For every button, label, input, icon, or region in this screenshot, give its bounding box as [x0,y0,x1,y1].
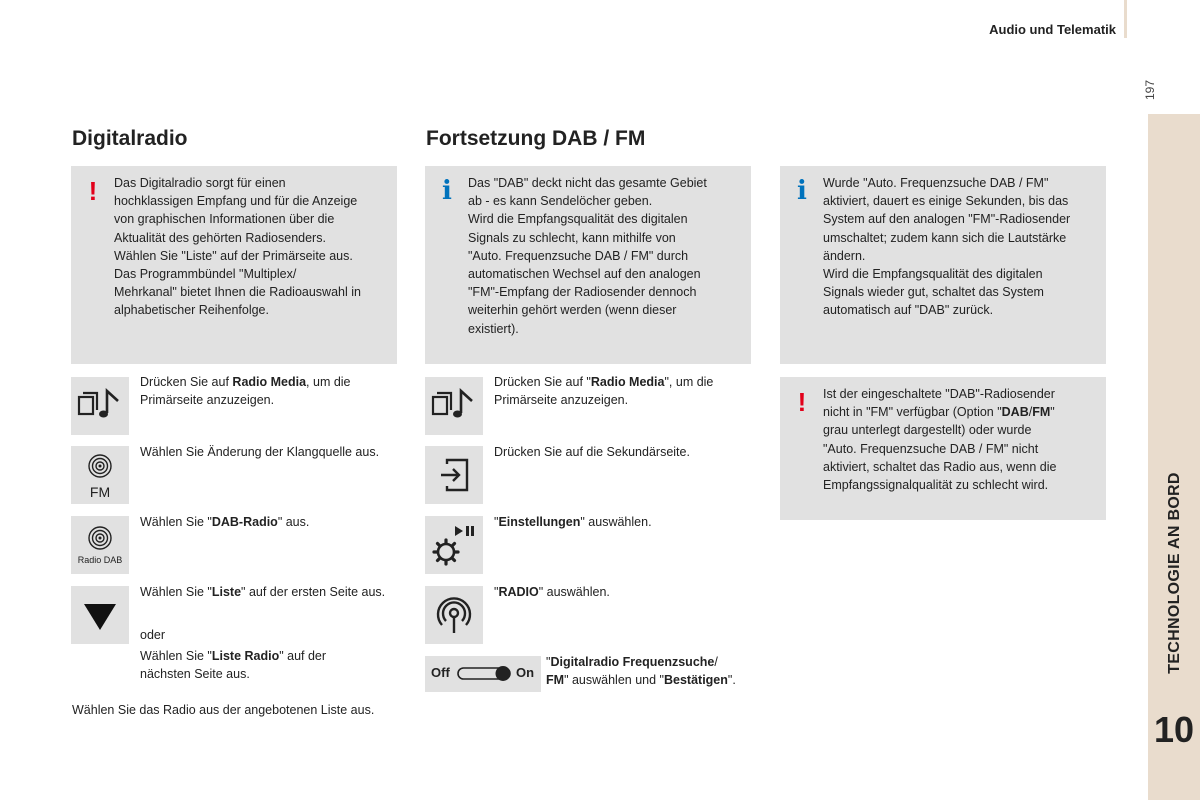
radio-media-button-tile [71,377,129,435]
step-4-text: Wählen Sie "Liste" auf der ersten Seite aus. [140,585,386,599]
step-1-text: Drücken Sie auf Radio Media, um die Primärseite anzuzeigen. [140,375,351,408]
step-b1-text: Drücken Sie auf "Radio Media", um die Primärseite anzuzeigen. [494,375,714,408]
list-button-tile [71,586,129,644]
fm-source-tile [71,446,129,504]
radio-signal-icon [425,586,483,644]
warning-note-box [71,166,397,364]
header-rule [1124,0,1127,38]
page-header-title: Audio und Telematik [989,22,1116,37]
step-b2-text: Drücken Sie auf die Sekundärseite. [494,445,690,459]
step-3-text: Wählen Sie "DAB-Radio" aus. [140,515,310,529]
or-text: oder [140,628,166,642]
step-2-text: Wählen Sie Änderung der Klangquelle aus. [140,445,380,459]
footer-instruction: Wählen Sie das Radio aus der angebotenen Liste aus. [72,703,375,717]
info-note-box-1 [425,166,751,364]
step-b5-text: "Digitalradio Frequenzsuche/ FM" auswählen und "Bestätigen". [546,655,736,688]
warning-note-box-2 [780,377,1106,520]
radio-media-icon [425,377,483,435]
section-title-digitalradio: Digitalradio [72,127,188,150]
warning-note-text-2: Ist der eingeschaltete "DAB"-Radiosender nicht in "FM" verfügbar (Option "DAB/FM" grau unterlegt dargestellt) oder wurde "Auto. Frequenzsuche DAB / FM" nicht aktiviert, schaltet das Radio aus, wenn die Empfangssignalqualität zu schlecht wird. [823,387,1057,493]
info-note-box-2 [780,166,1106,364]
info-icon: i [442,176,452,206]
settings-tile [425,516,483,574]
radio-media-button-tile-2 [425,377,483,435]
section-title-fortsetzung: Fortsetzung DAB / FM [426,127,646,150]
radio-dab-icon [71,516,129,574]
warning-note-text: Das Digitalradio sorgt für einen hochklassigen Empfang und für die Anzeige von graphischen Informationen über die Aktualität des gehörten Radiosenders. Wählen Sie "Liste" auf der Primärseite aus. Das Programmbündel "Multiplex/ Mehrkanal" bietet Ihnen die Radioauswahl in alphabetischer Reihenfolge. [114,176,361,318]
info-icon: i [797,176,807,206]
toggle-off-label: Off [431,665,450,680]
chapter-number: 10 [1153,709,1195,750]
warning-icon: ! [797,387,807,417]
step-b4-text: "RADIO" auswählen. [494,585,610,599]
step-5-text: Wählen Sie "Liste Radio" auf der nächsten Seite aus. [140,649,327,682]
radio-media-icon [71,377,129,435]
info-note-text-1: Das "DAB" deckt nicht das gesamte Gebiet ab - es kann Sendelöcher geben. Wird die Empfangsqualität des digitalen Signals zu schlecht, kann mithilfe von "Auto. Frequenzsuche DAB / FM" durch automatischen Wechsel auf den analogen "FM"-Empfang der Radiosender dennoch weiterhin gehört werden (wenn dieser existiert). [468,176,707,336]
secondary-page-tile [425,446,483,504]
settings-gear-icon [425,516,483,574]
chapter-side-label: TECHNOLOGIE AN BORD [1166,472,1183,674]
radio-dab-tile [71,516,129,574]
radio-dab-label: Radio DAB [77,555,123,565]
off-on-toggle-tile [425,656,541,692]
info-note-text-2: Wurde "Auto. Frequenzsuche DAB / FM" aktiviert, dauert es einige Sekunden, bis das System auf den analogen "FM"-Radiosender umschaltet; zudem kann sich die Lautstärke ändern. Wird die Empfangsqualität des digitalen Signals wieder gut, schaltet das System automatisch auf "DAB" zurück. [823,176,1071,318]
step-b3-text: "Einstellungen" auswählen. [494,515,652,529]
page-number: 197 [1143,79,1157,101]
toggle-on-label: On [516,665,535,680]
toggle-switch-icon [456,664,514,684]
enter-page-icon [425,446,483,504]
radio-tile [425,586,483,644]
fm-label: FM [89,484,111,500]
warning-icon: ! [88,176,98,206]
triangle-down-icon [71,586,129,644]
